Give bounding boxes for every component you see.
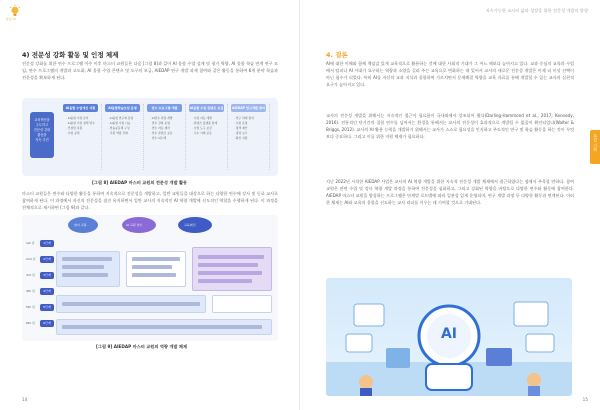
figure-8-column-item: · 수업 도구 보급 [192, 126, 212, 130]
header-logo-text: 튜링 AI [6, 17, 16, 21]
figure-9-stage-label: 4th 년 [26, 289, 35, 293]
figure-8-column-title: AI융합학습모임 운영 [105, 104, 140, 112]
paragraph: 전문성 강화를 위한 연수 프로그램 이수 이후 마스터 교원들은 다음 [그림 8]과 같이 AI 융합 수업 설계 및 평가 역량, AI 융합 학습 연계 연구 모임, 연수 프로그램의 개발과 고도화, AI 융합 수업 콘텐츠 및 도구의 보급, AIEDAP 연구 개발 과제 참여와 같은 활동을 통하여 6개 분야 학습과 전문성을 확보하게 된다. [22, 61, 278, 81]
running-head: 지속가능한 교사의 삶과 성장을 위한 전문성 개발의 방향 [485, 8, 588, 13]
figure-9-stage-label: 2nd 년 [26, 257, 36, 261]
figure-8-goal-box: 교육혁신을 주도하고 전문성 강화 활동을 지속 추진 [30, 112, 54, 158]
page-number: 14 [22, 397, 28, 402]
section-title: 4. 결론 [326, 51, 348, 59]
figure-8-column-title: AI융합 수업개선 지원 [63, 104, 98, 112]
paragraph: AI에 대한 이해와 함께 책임감 있게 교육적으로 활용하는 것에 대한 사회적 기대가 그 어느 때보다 높아지고 있다. 교과 중심의 교육과 수업에서 탈피나 AI 시대가 요구하는 역량과 소양을 길러 주는 교육으로 변화하는 데 있어서 교사의 새로운 전문성 개발은 이제 더 이상 선택이 아닌 필수가 되었다. 특히 AI를 자신의 교과 지식과 융합하여 가르치면서 문제해결 역량을 교육 자료를 통해 개발할 수 있는 교사의 실천적 요구가 높아지고 있다. [326, 61, 574, 88]
figure-8-column-item: · AI융합 수업 나눔 [108, 121, 131, 125]
figure-8-column-item: · 연수 콘텐츠 공유 [150, 131, 173, 135]
figure-8-column-item: · 컨설팅 지원 [66, 126, 83, 130]
ai-illustration-label: AI [440, 326, 458, 342]
paragraph: 마스터 교원들은 연수와 다양한 활동을 통하여 지속적으로 전문성을 개발하고, 일반 교원들을 대상으로 하는 다양한 연수에 강사 및 동료 교사로 참여하게 된다. 이 과정에서 자신의 전문성을 점진 유지하면서 일반 교사의 지속적인 AI 역량 개발에 선도적인 역할을 수행하게 된다. 이 과정을 전체적으로 제시하면 [그림 9]과 같다. [22, 191, 278, 211]
figure-9-step-badge: 1단계 [40, 240, 54, 247]
figure-8-column-item: · 시범 운영 [234, 121, 248, 125]
figure-8-column-item: · 수업 공개 [66, 131, 80, 135]
figure-9 [22, 215, 278, 341]
paragraph: 교사의 전문성 개발을 위해서는 지속적인 접근이 필요함이 국내외에서 강조되어 왔다(Darling-Hammond et al., 2017; Kennedy, 2016). 전통적인 단기간의 집합 연수를 넘어서는 환경을 통해서는 교사의 전문성이 효과적으로 개발될 수 없음이 확인되었다(Walter & Briggs, 2012). 교사의 AI 활용 능력을 개발하기 위해서는 교사가 스스로 필요성을 인지하고 주도적인 연구 및 학습 활동을 하는 것이 무엇보다 중요하다. 그리고 이를 위한 지원 체제가 필요하다. [326, 113, 574, 140]
lightbulb-icon [8, 4, 22, 18]
page-number: 15 [582, 397, 588, 402]
figure-9-stage-label: 6th 년 [26, 321, 35, 325]
side-tab: 특집 기획 [590, 130, 600, 164]
figure-9-stage-label: 1st 년 [26, 241, 35, 245]
figure-8-column-item: · 교원 역량 강화 [108, 131, 128, 135]
figure-8 [22, 98, 278, 176]
figure-8-column [144, 104, 186, 170]
figure-8-column-item: · AI융합 수업 분석 [66, 116, 89, 120]
figure-8-column-item: · 정책 제안 [234, 126, 248, 130]
figure-8-column-item: · AI융합 수업 설계 연수 [66, 121, 95, 125]
figure-8-column [102, 104, 144, 170]
figure-8-column [60, 104, 102, 170]
figure-8-column-item: · 수업 자료 개발 [192, 116, 212, 120]
figure-8-column-item: · AI융합 연구회 운영 [108, 116, 134, 120]
figure-9-top-label: 참여 교원 [74, 223, 87, 227]
figure-9-top-label: AI 교원 연수 [126, 223, 143, 227]
figure-9-panel [212, 295, 272, 313]
figure-8-column-item: · 학습공동체 구성 [108, 126, 130, 130]
figure-9-step-badge: 4단계 [40, 288, 54, 295]
figure-8-column-item: · 연수 강의 운영 [150, 121, 170, 125]
figure-8-column-item: · 결과 보고 [234, 131, 248, 135]
figure-9-step-badge: 2단계 [40, 256, 54, 263]
figure-8-column-item: · 연수 자료 제작 [150, 126, 170, 130]
figure-8-column-title: AIEDAP 연구개발 참여 [232, 106, 265, 110]
figure-8-column-item: · AI연수 과정 개발 [150, 116, 173, 120]
figure-8-column-item: · 연구 과제 참여 [234, 116, 254, 120]
figure-9-step-badge: 3단계 [40, 272, 54, 279]
figure-9-caption: [그림 9] AIEDAP 마스터 교원의 역량 개발 체제 [96, 344, 188, 349]
figure-8-column-title: 연수 프로그램 개발 [147, 104, 182, 112]
figure-8-column [186, 104, 228, 170]
ai-illustration [326, 278, 572, 396]
figure-9-stage-label: 5th 년 [26, 305, 35, 309]
figure-8-column [228, 104, 270, 170]
figure-8-column-item: · 콘텐츠 플랫폼 탑재 [192, 121, 218, 125]
figure-9-stage-label: 3rd 년 [26, 273, 35, 277]
figure-9-panel [192, 247, 272, 291]
figure-8-column-item: · 확산 지원 [234, 136, 248, 140]
figure-8-caption: [그림 8] AIEDAP 마스터 교원의 전문성 개발 활동 [92, 180, 188, 185]
figure-9-top-label: 교육혁신 [184, 223, 196, 227]
paragraph: 지난 2022년 시작한 AIEDAP 사업은 교사의 AI 역량 개발을 위한 지속적 전문성 개발 체제에서 접근하였다는 점에서 주목할 만하다. 참여 교원은 관련 수업 및 강사 역량 개발 과정을 통하여 전문성을 심화하고, 그리고 강화된 역량을 바탕으로 다양한 연수와 활동에 참여한다. AIEDAP 마스터 교원을 양성하는 프로그램은 단계별 로드맵에 따라 일관성 있게 운영되며, 연구 개발 과정 등 다양한 활동과 연계된다. 이러한 체제는 AI와 교육의 융합을 선도하는 교사 리더를 키우는 데 기여할 것으로 기대된다. [326, 179, 574, 206]
figure-8-column-title: AI융합 수업 콘텐츠 보급 [189, 106, 224, 110]
figure-8-column-item: · 연수 피드백 [150, 136, 167, 140]
figure-9-step-badge: 6단계 [40, 320, 54, 327]
figure-9-step-badge: 5단계 [40, 304, 54, 311]
section-title: 4) 전문성 강화 활동 및 인정 체제 [22, 51, 119, 59]
figure-8-column-item: · 우수 사례 공유 [192, 131, 212, 135]
